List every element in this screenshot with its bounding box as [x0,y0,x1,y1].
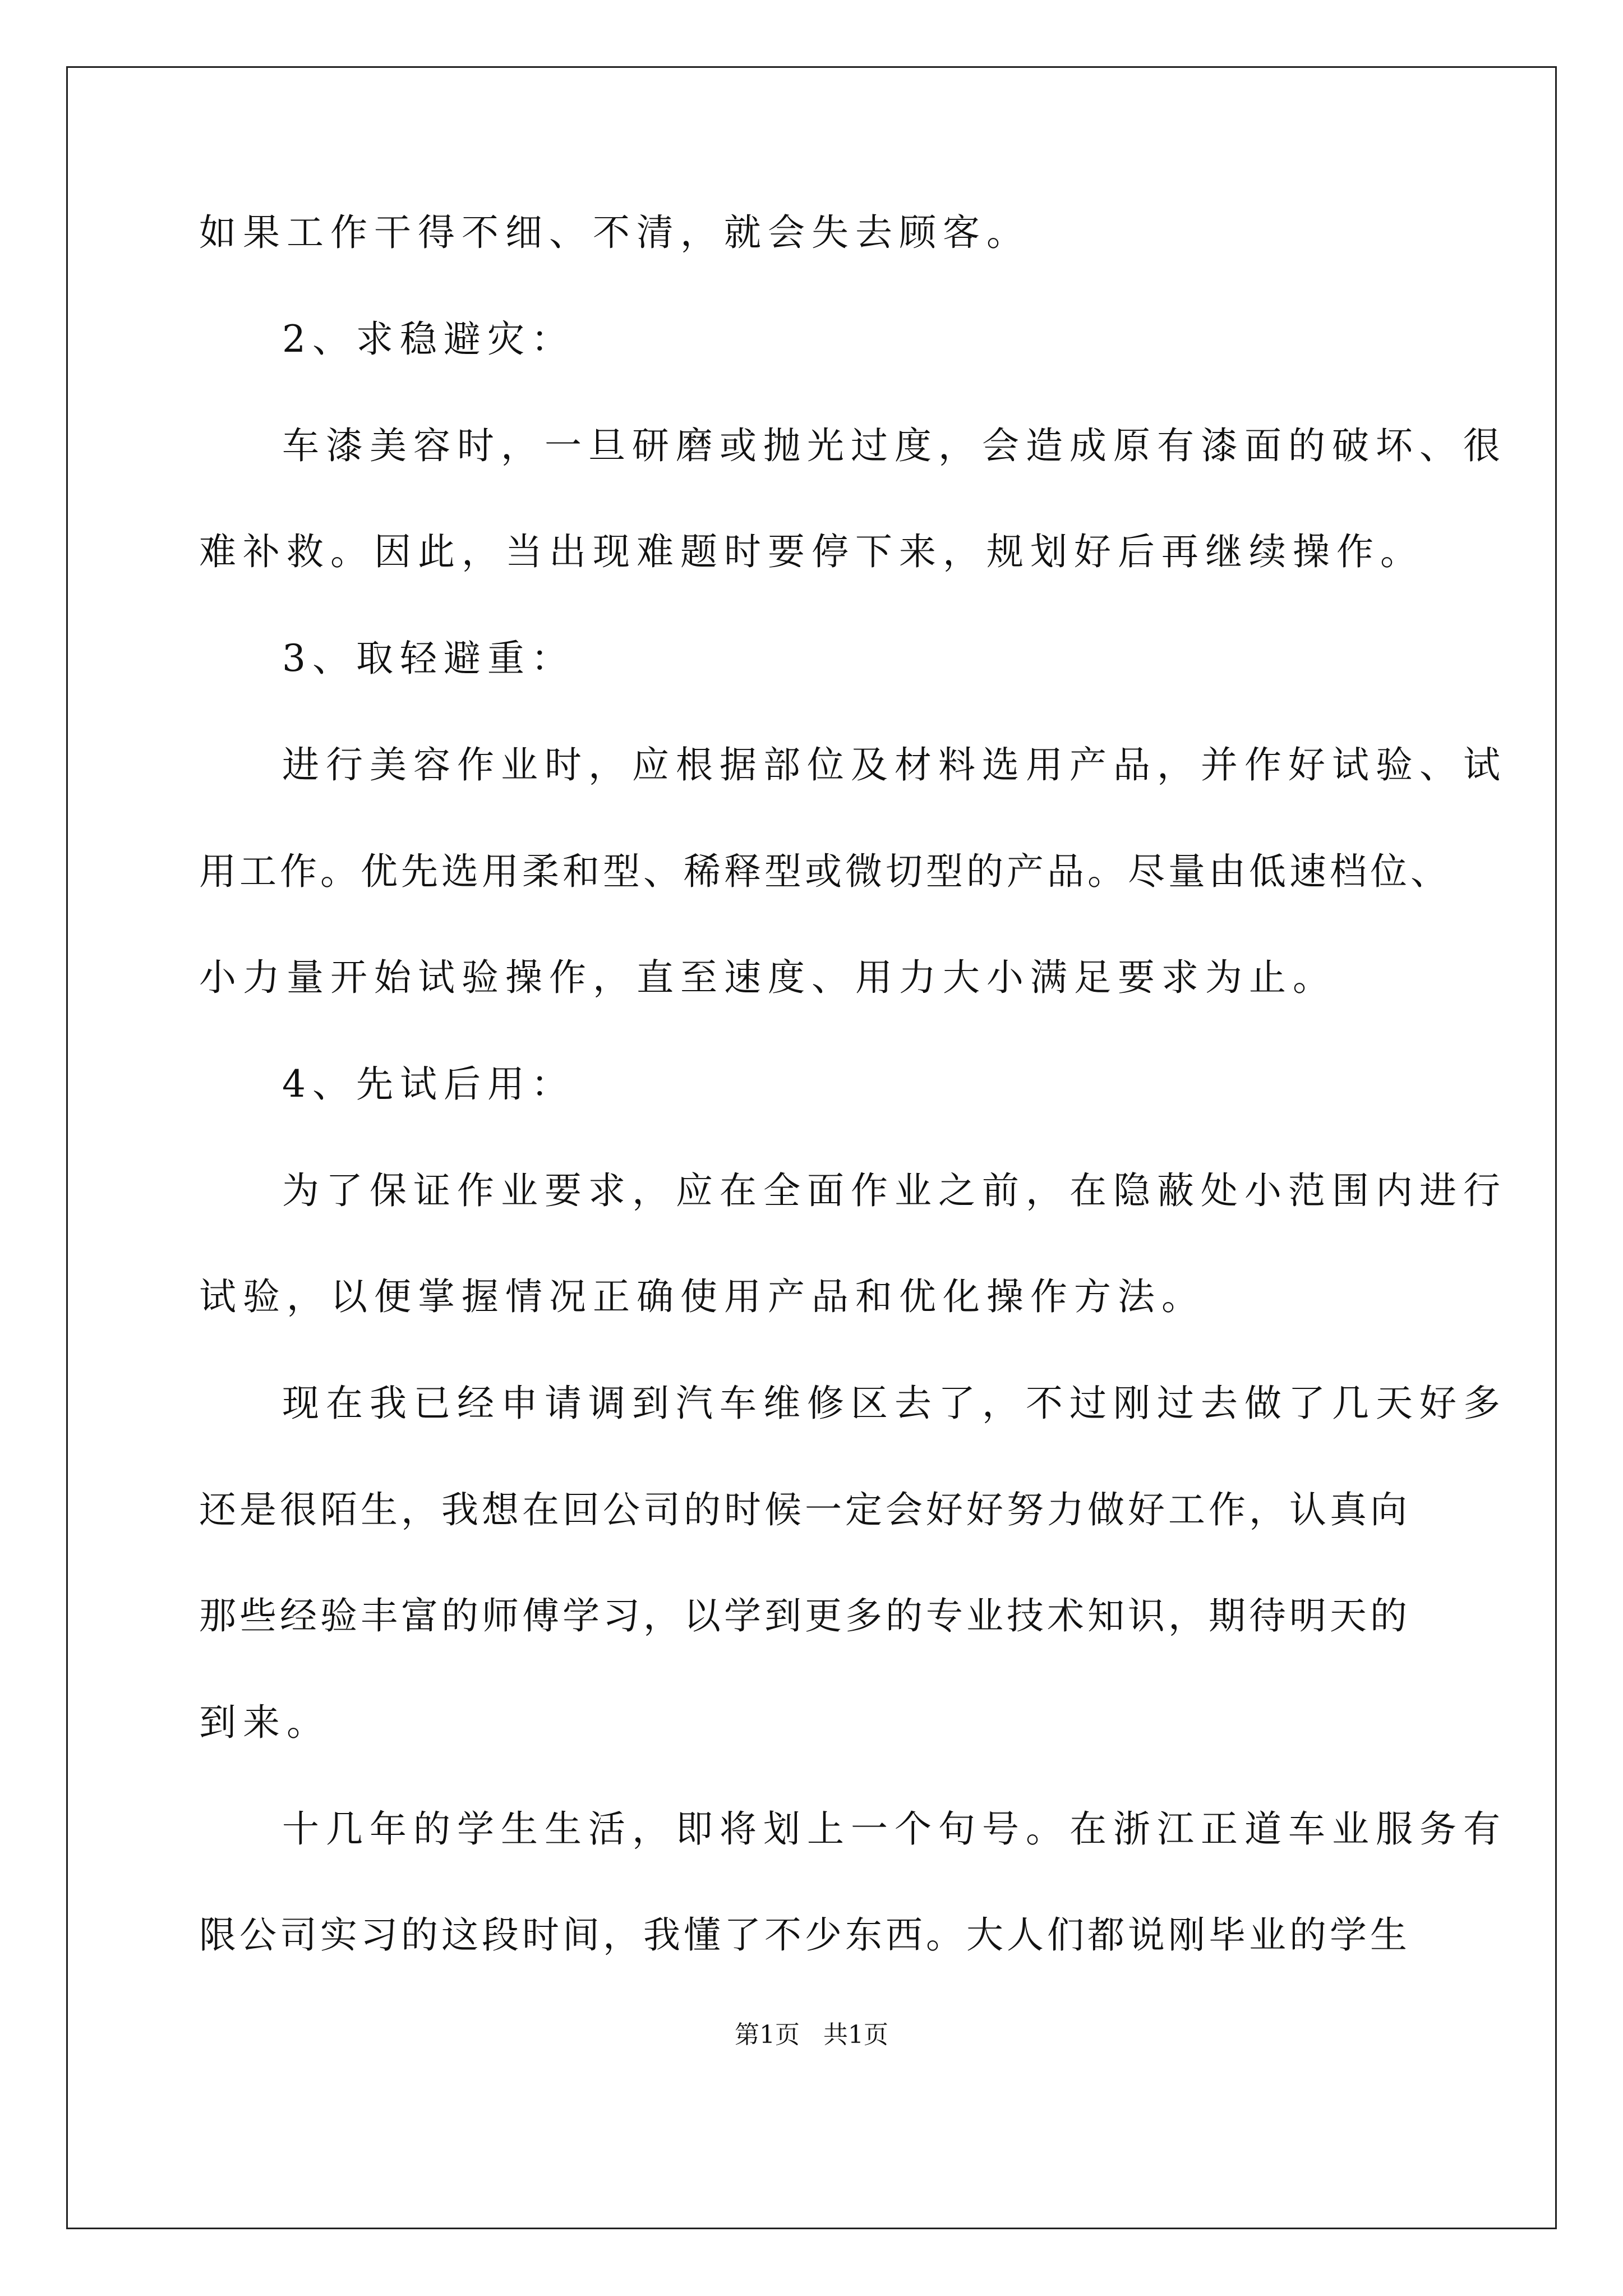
page-frame [66,66,1557,2229]
text-line: 小力量开始试验操作，直至速度、用力大小满足要求为止。 [199,956,1336,999]
text-line: 试验，以便掌握情况正确使用产品和优化操作方法。 [199,1275,1205,1318]
text-line: 现在我已经申请调到汽车维修区去了，不过刚过去做了几天好多 [282,1382,1507,1425]
section-heading: 2、求稳避灾： [282,318,575,361]
text-line: 还是很陌生，我想在回公司的时候一定会好好努力做好工作，认真向 [199,1488,1410,1531]
page-number: 第1页 [735,2021,800,2049]
text-line: 用工作。优先选用柔和型、稀释型或微切型的产品。尽量由低速档位、 [199,850,1451,893]
text-line: 难补救。因此，当出现难题时要停下来，规划好后再继续操作。 [199,530,1424,573]
section-heading: 3、取轻避重： [282,637,575,680]
text-line: 那些经验丰富的师傅学习，以学到更多的专业技术知识，期待明天的 [199,1594,1410,1637]
page-footer [0,2019,1623,2051]
section-heading: 4、先试后用： [282,1062,575,1106]
text-line: 进行美容作业时，应根据部位及材料选用产品，并作好试验、试 [282,743,1507,786]
text-line: 如果工作干得不细、不清，就会失去顾客。 [199,211,1030,254]
text-line: 为了保证作业要求，应在全面作业之前，在隐蔽处小范围内进行 [282,1169,1507,1212]
text-line: 车漆美容时，一旦研磨或抛光过度，会造成原有漆面的破坏、很 [282,424,1507,467]
text-line: 十几年的学生生活，即将划上一个句号。在浙江正道车业服务有 [282,1807,1507,1851]
text-line: 限公司实习的这段时间，我懂了不少东西。大人们都说刚毕业的学生 [199,1913,1410,1957]
page-total: 共1页 [823,2021,888,2049]
text-line: 到来。 [199,1701,330,1744]
